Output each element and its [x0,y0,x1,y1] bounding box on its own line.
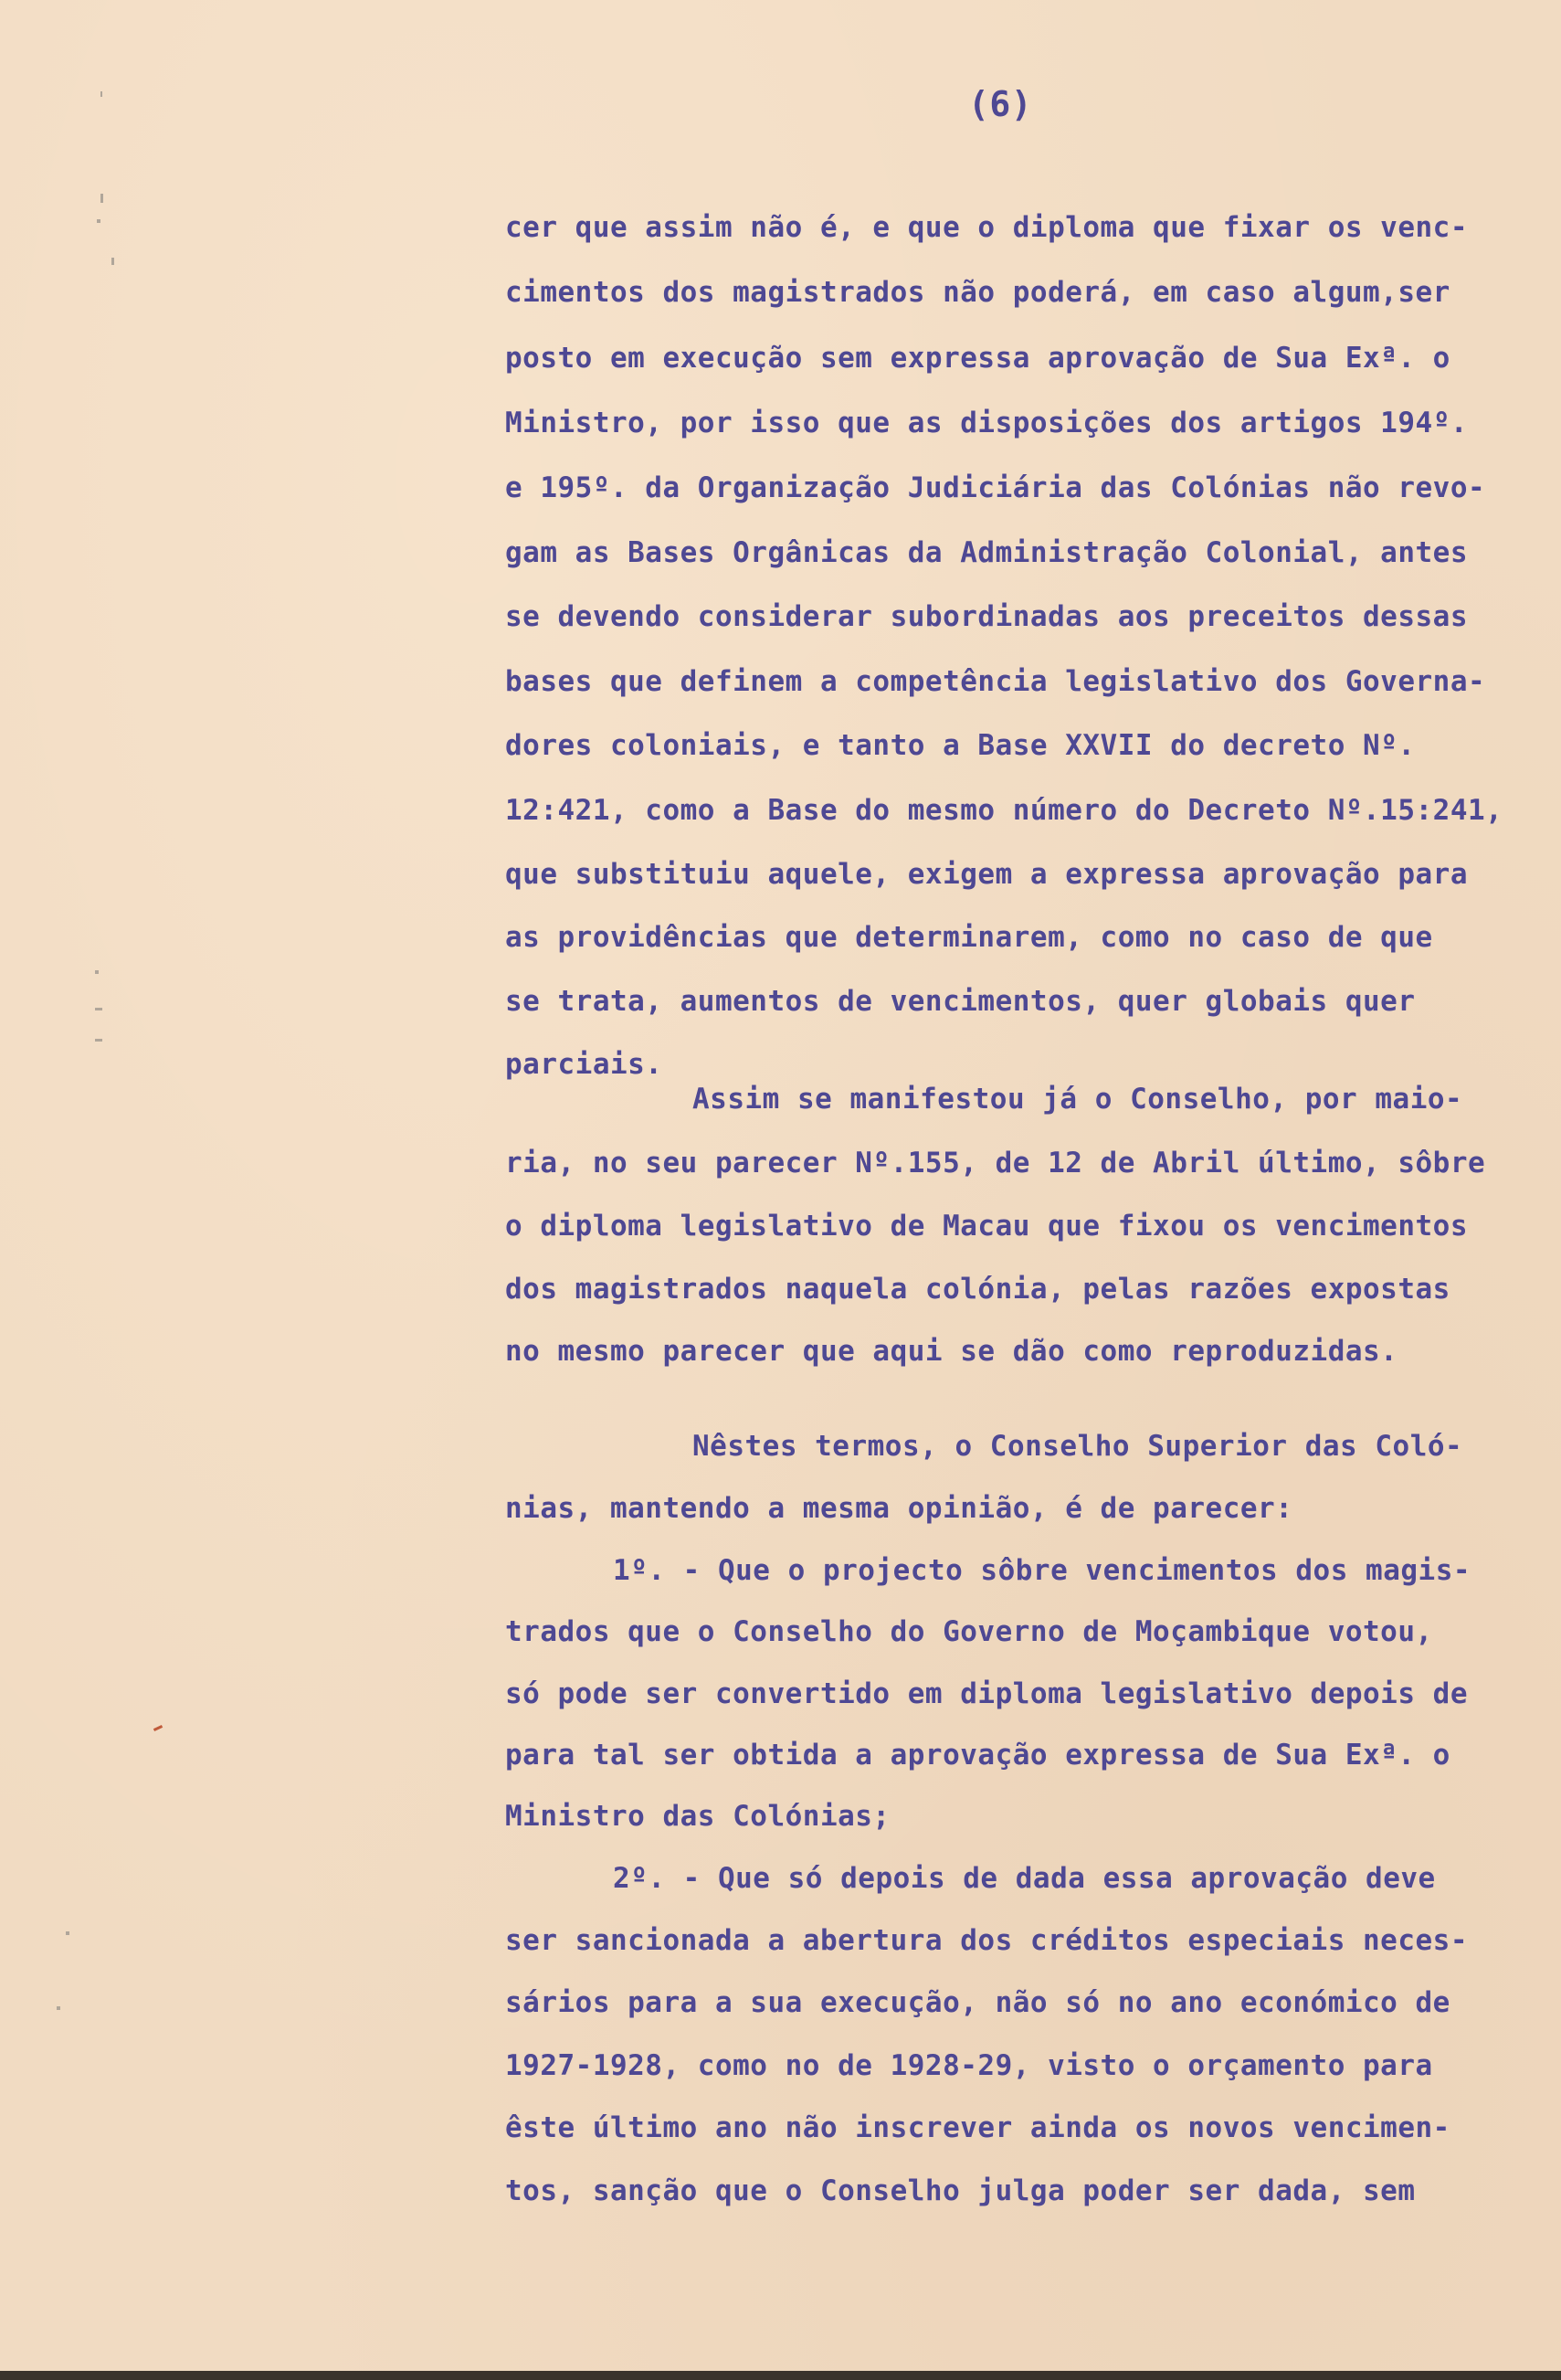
margin-mark [66,1931,69,1935]
text-line-2: cimentos dos magistrados não poderá, em caso algum,ser [505,276,1450,309]
margin-mark [100,194,103,203]
text-line-7: se devendo considerar subordinadas aos preceitos dessas [505,600,1468,633]
text-line-24: só pode ser convertido em diploma legislativo depois de [505,1677,1468,1710]
text-line-14: parciais. [505,1048,663,1081]
text-line-18: dos magistrados naquela colónia, pelas razões expostas [505,1273,1450,1306]
text-line-32: tos, sanção que o Conselho julga poder ser dada, sem [505,2174,1416,2207]
text-line-25: para tal ser obtida a aprovação expressa de Sua Exª. o [505,1739,1450,1772]
text-line-30: 1927-1928, como no de 1928-29, visto o orçamento para [505,2049,1433,2082]
margin-mark [95,970,99,974]
text-line-21: nias, mantendo a mesma opinião, é de parecer: [505,1492,1293,1525]
margin-mark [95,1039,102,1042]
margin-mark [97,219,100,223]
text-line-23: trados que o Conselho do Governo de Moçambique votou, [505,1615,1433,1648]
text-line-26: Ministro das Colónias; [505,1800,891,1833]
red-ink-mark [153,1725,163,1731]
text-line-19: no mesmo parecer que aqui se dão como reproduzidas. [505,1335,1398,1368]
text-line-1: cer que assim não é, e que o diploma que fixar os venc- [505,211,1468,244]
text-line-20: Nêstes termos, o Conselho Superior das Coló- [692,1430,1463,1463]
text-line-5: e 195º. da Organização Judiciária das Colónias não revo- [505,471,1486,504]
text-line-16: ria, no seu parecer Nº.155, de 12 de Abril último, sôbre [505,1147,1486,1179]
scan-bottom-edge [0,2371,1561,2380]
text-line-28: ser sancionada a abertura dos créditos especiais neces- [505,1924,1468,1957]
text-line-10: 12:421, como a Base do mesmo número do Decreto Nº.15:241, [505,794,1503,827]
text-line-27: 2º. - Que só depois de dada essa aprovação deve [613,1862,1436,1895]
text-line-3: posto em execução sem expressa aprovação de Sua Exª. o [505,342,1450,375]
text-line-29: sários para a sua execução, não só no ano económico de [505,1986,1450,2019]
text-line-6: gam as Bases Orgânicas da Administração Colonial, antes [505,536,1468,569]
text-line-15: Assim se manifestou já o Conselho, por maio- [692,1083,1463,1116]
text-line-9: dores coloniais, e tanto a Base XXVII do decreto Nº. [505,729,1416,762]
text-line-31: êste último ano não inscrever ainda os novos vencimen- [505,2111,1450,2144]
text-line-22: 1º. - Que o projecto sôbre vencimentos dos magis- [613,1554,1471,1587]
margin-mark [100,91,102,97]
margin-mark [111,258,114,265]
text-line-8: bases que definem a competência legislativo dos Governa- [505,665,1486,698]
text-line-17: o diploma legislativo de Macau que fixou os vencimentos [505,1210,1468,1243]
text-line-13: se trata, aumentos de vencimentos, quer globais quer [505,985,1416,1018]
text-line-11: que substituiu aquele, exigem a expressa aprovação para [505,858,1468,891]
margin-mark [57,2006,60,2010]
margin-mark [95,1008,102,1010]
text-line-12: as providências que determinarem, como no caso de que [505,921,1433,954]
page-number: (6) [968,84,1033,124]
text-line-4: Ministro, por isso que as disposições dos artigos 194º. [505,407,1468,439]
